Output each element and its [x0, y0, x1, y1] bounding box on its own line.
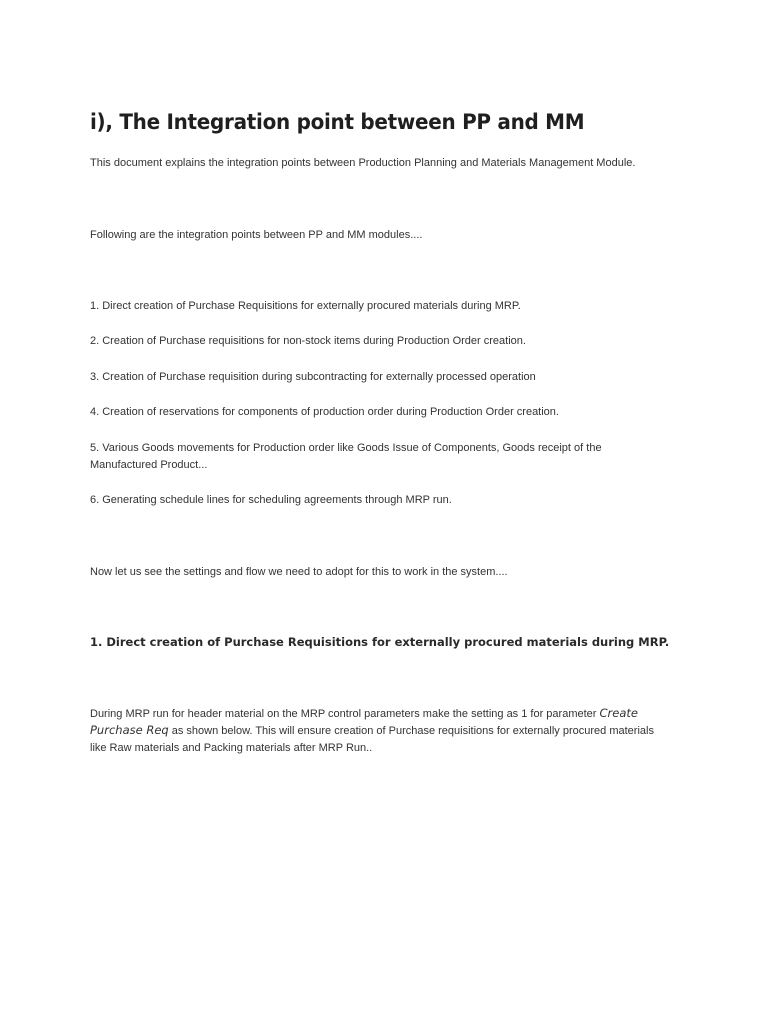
lead-text: Following are the integration points between PP and MM modules....	[90, 229, 423, 241]
list-item: 1. Direct creation of Purchase Requisitions for externally procured materials during MRP.	[90, 300, 521, 312]
parameter-name-text: Purchase Req	[90, 723, 169, 737]
section-paragraph-text: as shown below. This will ensure creation of Purchase requisitions for externally procured materials	[168, 725, 654, 737]
section-heading: 1. Direct creation of Purchase Requisitions for externally procured materials during MRP.	[90, 635, 670, 649]
list-item: 3. Creation of Purchase requisition during subcontracting for externally processed operation	[90, 371, 536, 383]
section-paragraph-line2	[90, 722, 654, 740]
list-item: 4. Creation of reservations for components of production order during Production Order creation.	[90, 406, 559, 418]
list-item: 2. Creation of Purchase requisitions for non-stock items during Production Order creation.	[90, 335, 526, 347]
list-item: 6. Generating schedule lines for scheduling agreements through MRP run.	[90, 494, 452, 506]
parameter-name-text: Create	[599, 706, 638, 720]
intro-text: This document explains the integration points between Production Planning and Materials Management Module.	[90, 157, 636, 169]
document-title: i), The Integration point between PP and MM	[90, 110, 585, 134]
list-item: 5. Various Goods movements for Production order like Goods Issue of Components, Goods receipt of the	[90, 442, 602, 454]
section-paragraph-line1	[90, 705, 638, 723]
section-paragraph-line3: like Raw materials and Packing materials after MRP Run..	[90, 742, 373, 754]
transition-text: Now let us see the settings and flow we need to adopt for this to work in the system....	[90, 566, 508, 578]
section-paragraph-text: During MRP run for header material on the MRP control parameters make the setting as 1 for parameter	[90, 708, 600, 720]
list-item-continuation: Manufactured Product...	[90, 459, 208, 471]
